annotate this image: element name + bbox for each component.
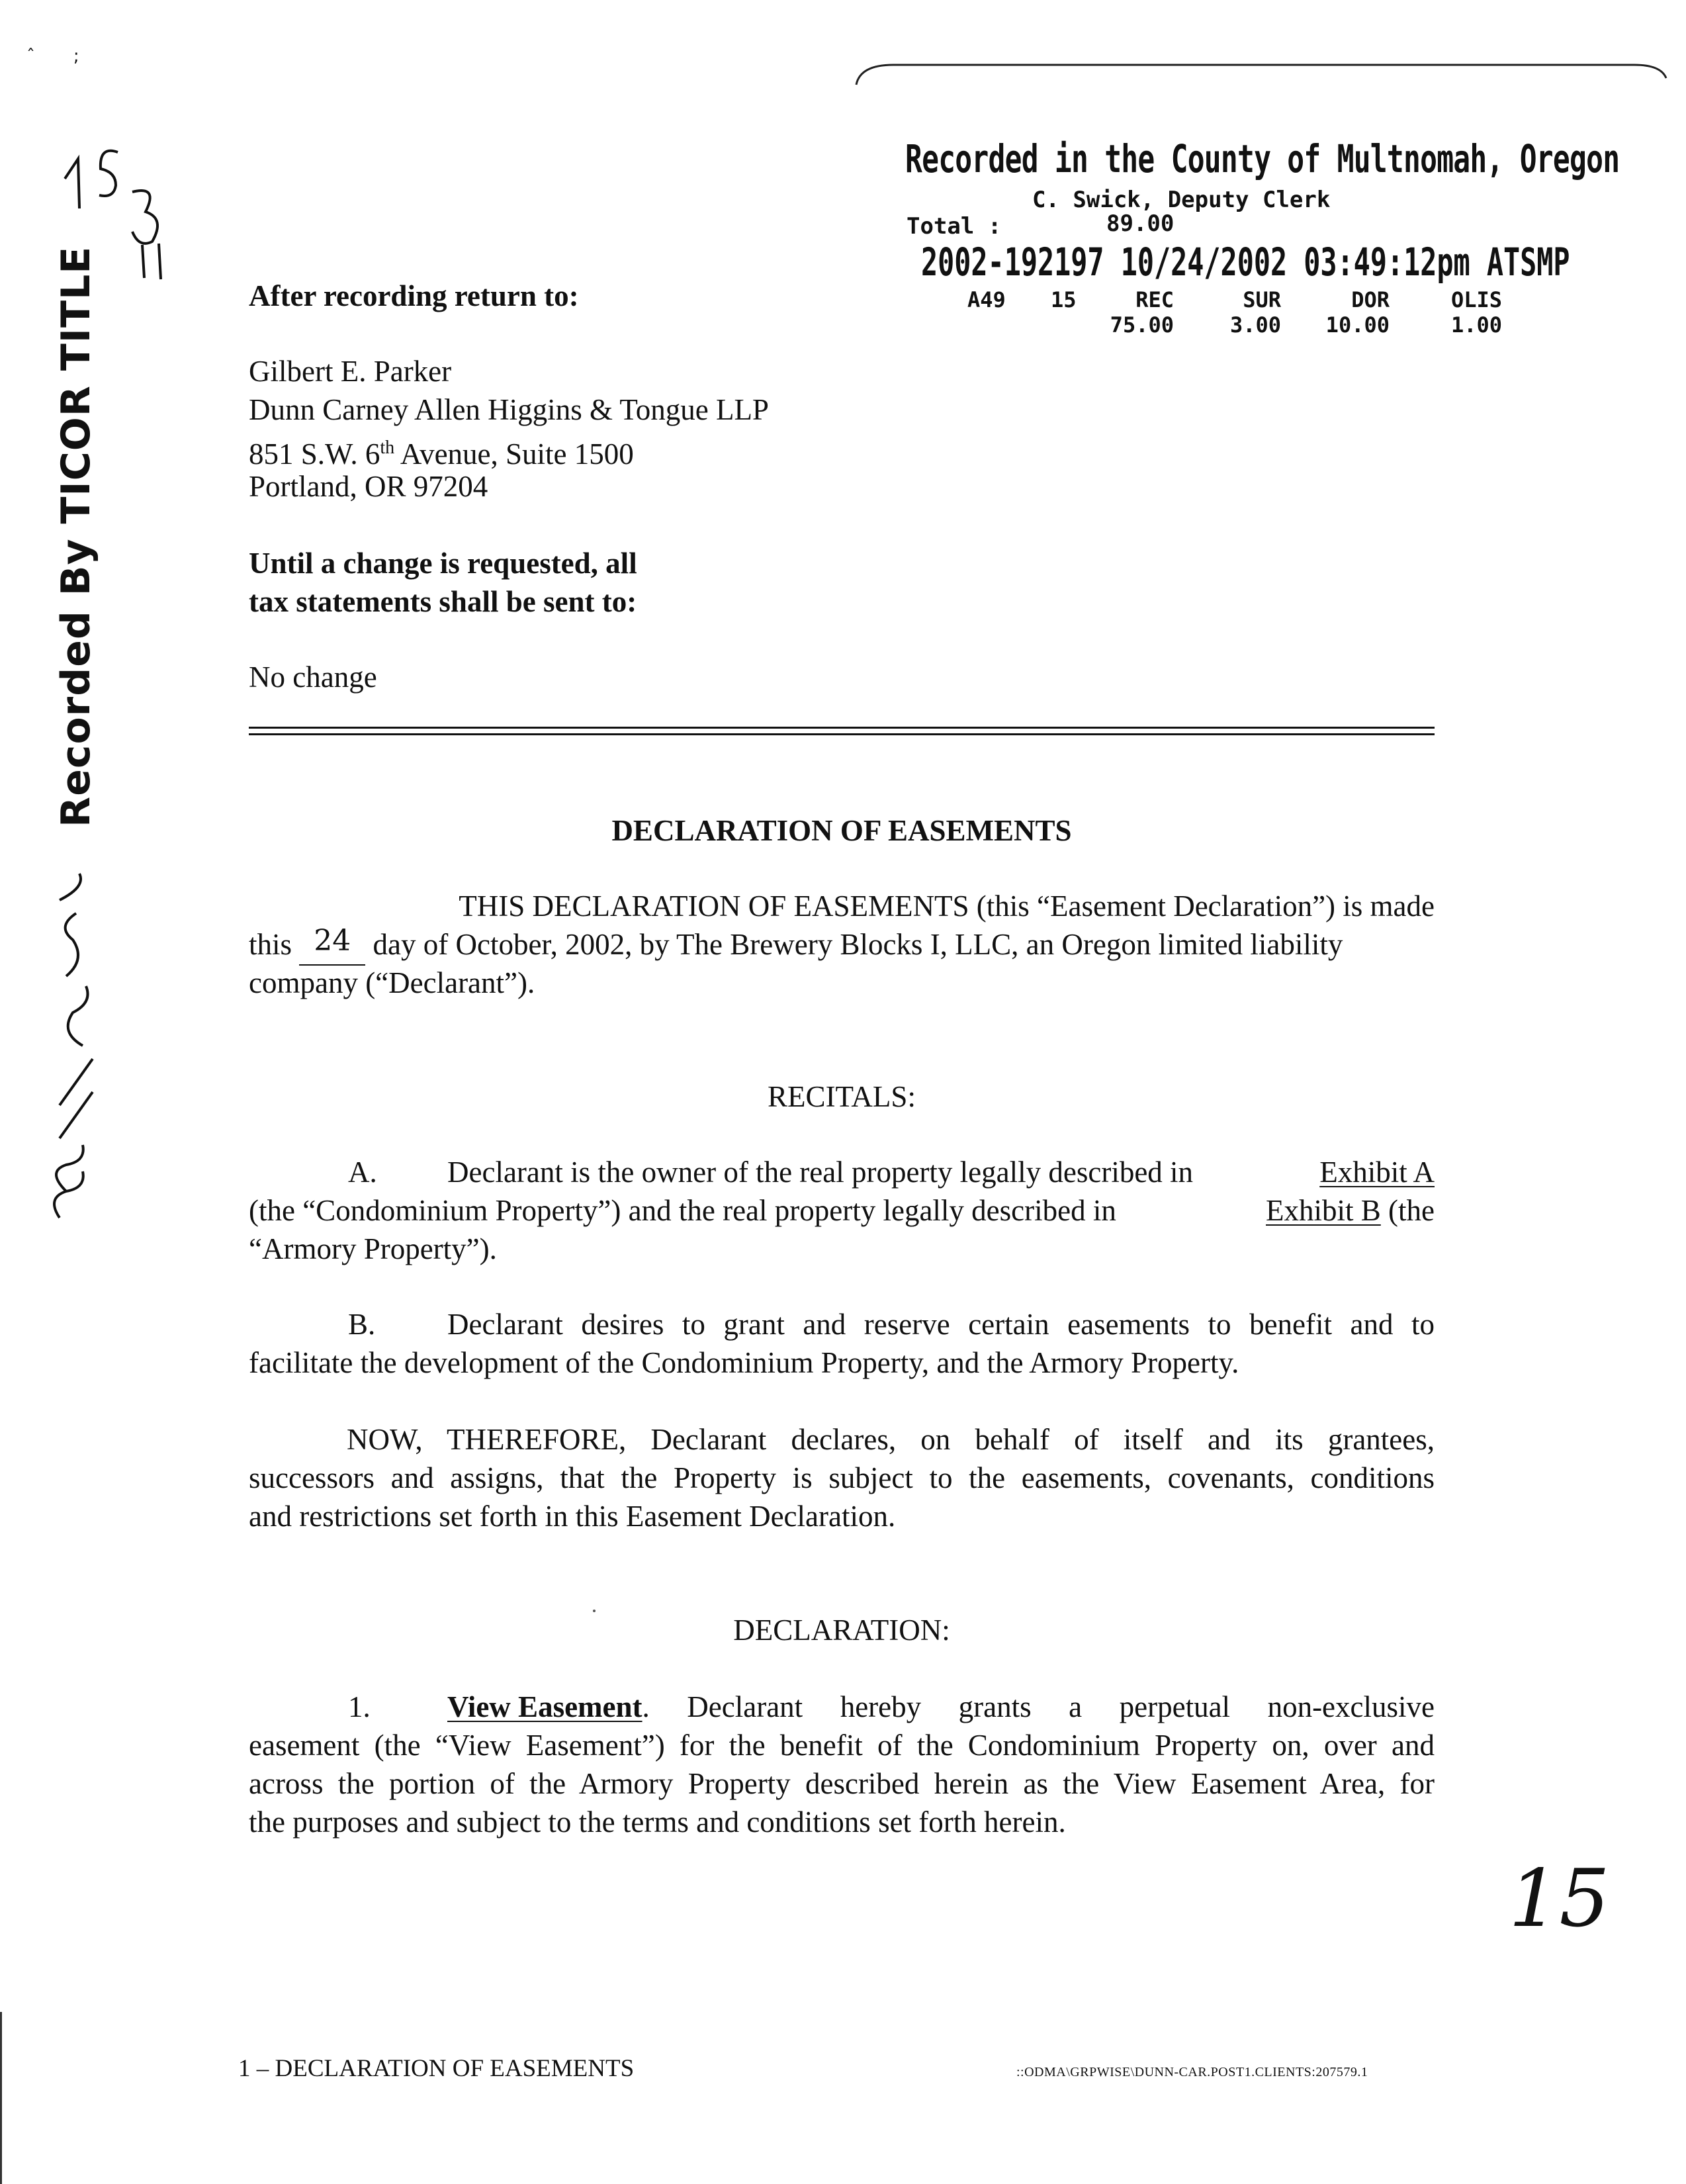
recital-a-text3: (the	[1388, 1194, 1435, 1227]
recitals-heading: RECITALS:	[768, 1080, 916, 1113]
footer-doc-code: ::ODMA\GRPWISE\DUNN-CAR.POST1.CLIENTS:207579.1	[1016, 2065, 1368, 2079]
recording-stamp-title: Recorded in the County of Multnomah, Oregon	[905, 136, 1620, 181]
tax-heading-2: tax statements shall be sent to:	[249, 585, 637, 618]
now-therefore-line-1: NOW, THEREFORE, Declarant declares, on behalf of itself and its grantees,	[347, 1423, 1435, 1456]
recital-b-line-1: Declarant desires to grant and reserve certain easements to benefit and to	[447, 1308, 1435, 1341]
return-city: Portland, OR 97204	[249, 470, 488, 503]
tax-heading-1: Until a change is requested, all	[249, 547, 637, 580]
total-label: Total :	[907, 213, 1002, 240]
section-1-line-3: across the portion of the Armory Property described herein as the View Easement Area, for	[249, 1767, 1435, 1800]
fee-olis-label: OLIS	[1450, 287, 1502, 312]
section-1-line-4: the purposes and subject to the terms and conditions set forth herein.	[249, 1805, 1066, 1839]
ticor-title-stamp: Recorded By TICOR TITLE	[53, 246, 99, 827]
address-line-pre: 851 S.W. 6	[249, 437, 380, 471]
recital-b-label: B.	[348, 1308, 376, 1341]
section-1-number: 1.	[348, 1690, 371, 1723]
recital-a-text2: (the “Condominium Property”) and the real property legally described in	[249, 1194, 1116, 1227]
return-address	[249, 429, 634, 473]
scan-edge-mark	[0, 2012, 2, 2184]
instrument-number: 2002-192197 10/24/2002 03:49:12pm ATSMP	[921, 240, 1570, 285]
scan-mark: ˆ ;	[26, 46, 79, 66]
return-name: Gilbert E. Parker	[249, 355, 452, 388]
exhibit-b-link: Exhibit B	[1266, 1194, 1381, 1227]
exhibit-a-link: Exhibit A	[1319, 1156, 1435, 1189]
total-amount: 89.00	[1106, 210, 1175, 237]
now-therefore-line-2: successors and assigns, that the Property is subject to the easements, covenants, conditions	[249, 1461, 1435, 1494]
recital-a-line-1	[447, 1153, 1435, 1191]
fee-dor-label: DOR	[1351, 287, 1390, 312]
address-line-post: Avenue, Suite 1500	[394, 437, 634, 471]
separator-rule-top	[249, 727, 1435, 729]
recital-a-line-3: “Armory Property”).	[249, 1232, 497, 1265]
section-1-line-1	[447, 1688, 1435, 1726]
fee-rec-label: REC	[1135, 287, 1174, 312]
return-heading: After recording return to:	[249, 279, 579, 312]
stamp-code: A49	[967, 287, 1006, 312]
fee-sur-label: SUR	[1243, 287, 1281, 312]
intro-line-3: company (“Declarant”).	[249, 966, 535, 999]
fee-rec-amount: 75.00	[1110, 312, 1174, 338]
intro-line-1: THIS DECLARATION OF EASEMENTS (this “Easement Declaration”) is made	[459, 889, 1435, 923]
recital-a-text1: Declarant is the owner of the real property legally described in	[447, 1156, 1194, 1189]
section-1-title: View Easement	[447, 1690, 643, 1723]
document-title: DECLARATION OF EASEMENTS	[611, 814, 1072, 847]
fee-sur-amount: 3.00	[1229, 312, 1281, 338]
scan-dot	[593, 1610, 596, 1612]
tax-value: No change	[249, 660, 377, 694]
recital-a-label: A.	[348, 1156, 377, 1189]
handwritten-day: 24	[314, 924, 351, 958]
day-blank	[299, 925, 365, 966]
stamp-border	[854, 58, 1667, 98]
address-sup: th	[380, 437, 395, 458]
recital-a-line-2	[249, 1191, 1435, 1230]
handwritten-margin-number	[20, 860, 112, 1231]
now-therefore-line-3: and restrictions set forth in this Easement Declaration.	[249, 1500, 896, 1533]
fee-olis-amount: 1.00	[1450, 312, 1502, 338]
declaration-heading: DECLARATION:	[733, 1614, 950, 1647]
section-1-text: . Declarant hereby grants a perpetual non-exclusive	[642, 1690, 1435, 1723]
intro-rest: day of October, 2002, by The Brewery Blocks I, LLC, an Oregon limited liability	[373, 928, 1343, 961]
footer-page-label: 1 – DECLARATION OF EASEMENTS	[238, 2055, 635, 2082]
separator-rule-bottom	[249, 733, 1435, 735]
return-firm: Dunn Carney Allen Higgins & Tongue LLP	[249, 393, 769, 426]
fee-dor-amount: 10.00	[1325, 312, 1390, 338]
section-1-line-2: easement (the “View Easement”) for the benefit of the Condominium Property on, over and	[249, 1729, 1435, 1762]
intro-this: this	[249, 928, 292, 961]
recital-b-line-2: facilitate the development of the Condominium Property, and the Armory Property.	[249, 1346, 1239, 1379]
handwritten-page-count: 15	[1509, 1853, 1610, 1945]
intro-line-2	[249, 925, 1435, 966]
deputy-clerk: C. Swick, Deputy Clerk	[1032, 187, 1331, 213]
stamp-pages: 15	[1051, 287, 1077, 312]
